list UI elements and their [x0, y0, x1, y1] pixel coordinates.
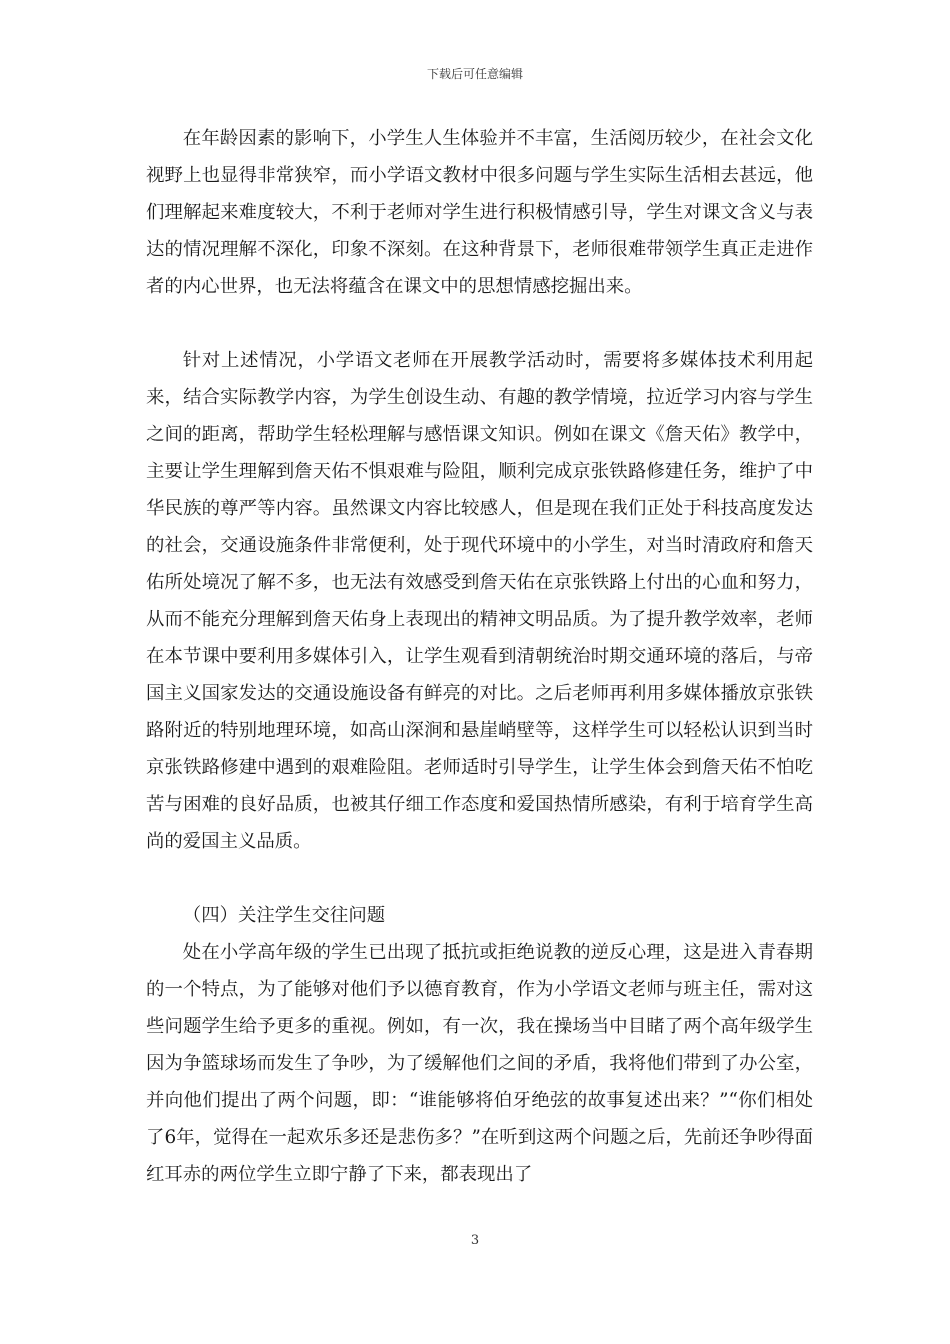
page-header: 下载后可任意编辑	[426, 67, 523, 81]
section-heading-block	[146, 897, 813, 934]
page-number: 3	[470, 1233, 480, 1248]
document-body-block-3	[146, 934, 813, 1193]
paragraph-1: 在年龄因素的影响下，小学生人生体验并不丰富，生活阅历较少，在社会文化视野上也显得非常狭窄，而小学语文教材中很多问题与学生实际生活相去甚远，他们理解起来难度较大，不利于老师对学生进行积极情感引导，学生对课文含义与表达的情况理解不深化，印象不深刻。在这种背景下，老师很难带领学生真正走进作者的内心世界，也无法将蕴含在课文中的思想情感挖掘出来。	[146, 128, 813, 297]
document-body-block-1	[146, 120, 813, 305]
section-heading: （四）关注学生交往问题	[182, 905, 386, 926]
paragraph-3: 处在小学高年级的学生已出现了抵抗或拒绝说教的逆反心理，这是进入青春期的一个特点，为了能够对他们予以德育教育，作为小学语文老师与班主任，需对这些问题学生给予更多的重视。例如，有一次，我在操场当中目睹了两个高年级学生因为争篮球场而发生了争吵，为了缓解他们之间的矛盾，我将他们带到了办公室，并向他们提出了两个问题，即：“谁能够将伯牙绝弦的故事复述出来？”“你们相处了6年，觉得在一起欢乐多还是悲伤多？”在听到这两个问题之后，先前还争吵得面红耳赤的两位学生立即宁静了下来，都表现出了	[146, 942, 813, 1185]
document-body-block-2	[146, 342, 813, 860]
paragraph-2: 针对上述情况，小学语文老师在开展教学活动时，需要将多媒体技术利用起来，结合实际教学内容，为学生创设生动、有趣的教学情境，拉近学习内容与学生之间的距离，帮助学生轻松理解与感悟课文知识。例如在课文《詹天佑》教学中，主要让学生理解到詹天佑不惧艰难与险阻，顺利完成京张铁路修建任务，维护了中华民族的尊严等内容。虽然课文内容比较感人，但是现在我们正处于科技高度发达的社会，交通设施条件非常便利，处于现代环境中的小学生，对当时清政府和詹天佑所处境况了解不多，也无法有效感受到詹天佑在京张铁路上付出的心血和努力，从而不能充分理解到詹天佑身上表现出的精神文明品质。为了提升教学效率，老师在本节课中要利用多媒体引入，让学生观看到清朝统治时期交通环境的落后，与帝国主义国家发达的交通设施设备有鲜亮的对比。之后老师再利用多媒体播放京张铁路附近的特别地理环境，如高山深涧和悬崖峭壁等，这样学生可以轻松认识到当时京张铁路修建中遇到的艰难险阻。老师适时引导学生，让学生体会到詹天佑不怕吃苦与困难的良好品质，也被其仔细工作态度和爱国热情所感染，有利于培育学生高尚的爱国主义品质。	[146, 350, 813, 852]
